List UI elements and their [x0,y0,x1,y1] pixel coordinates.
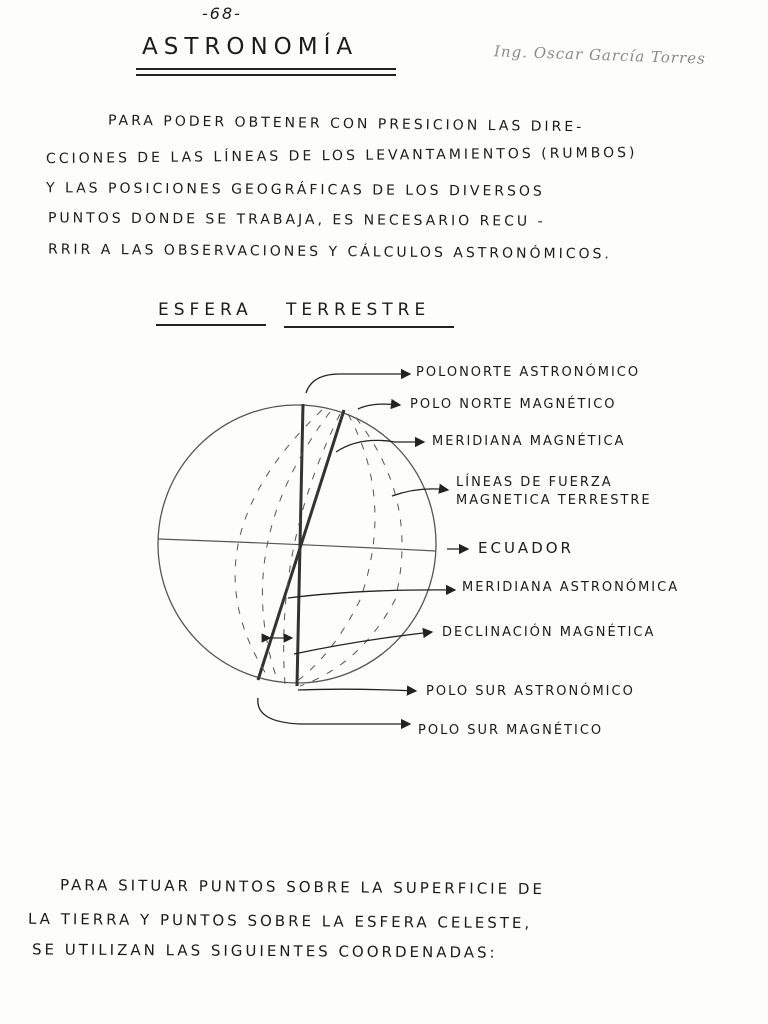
label-polo-sur-astronomico: POLO SUR ASTRONÓMICO [426,684,635,699]
page-title: ASTRONOMÍA [142,34,359,60]
label-meridiana-magnetica: MERIDIANA MAGNÉTICA [432,434,626,449]
label-lineas-fuerza-1: LÍNEAS DE FUERZA [456,475,613,490]
intro-line-2: CCIONES DE LAS LÍNEAS DE LOS LEVANTAMIENTOS (RUMBOS) [45,144,638,168]
label-declinacion-magnetica: DECLINACIÓN MAGNÉTICA [442,625,656,640]
section-title-esfera: ESFERA [158,300,253,320]
intro-line-3: Y LAS POSICIONES GEOGRÁFICAS DE LOS DIVERSOS [45,180,545,200]
page-number: -68- [202,4,242,23]
section-title-terrestre: TERRESTRE [286,300,431,320]
label-ecuador: ECUADOR [478,539,574,557]
closing-line-1: PARA SITUAR PUNTOS SOBRE LA SUPERFICIE DE [59,875,545,899]
intro-line-4: PUNTOS DONDE SE TRABAJA, ES NECESARIO RECU - [47,210,546,230]
closing-line-2: LA TIERRA Y PUNTOS SOBRE LA ESFERA CELESTE, [27,909,533,933]
author-stamp: Ing. Oscar García Torres [493,42,707,68]
label-polo-sur-magnetico: POLO SUR MAGNÉTICO [418,723,604,738]
closing-line-3: SE UTILIZAN LAS SIGUIENTES COORDENADAS: [31,940,498,962]
intro-line-5: RRIR A LAS OBSERVACIONES Y CÁLCULOS ASTRONÓMICOS. [47,241,612,263]
label-lineas-fuerza-2: MAGNETICA TERRESTRE [456,493,652,508]
label-polo-norte-astronomico: POLONORTE ASTRONÓMICO [416,365,641,380]
label-polo-norte-magnetico: POLO NORTE MAGNÉTICO [410,397,617,412]
label-meridiana-astronomica: MERIDIANA ASTRONÓMICA [462,580,680,595]
equator-line [158,539,436,551]
intro-line-1: PARA PODER OBTENER CON PRESICION LAS DIRE- [107,112,585,136]
